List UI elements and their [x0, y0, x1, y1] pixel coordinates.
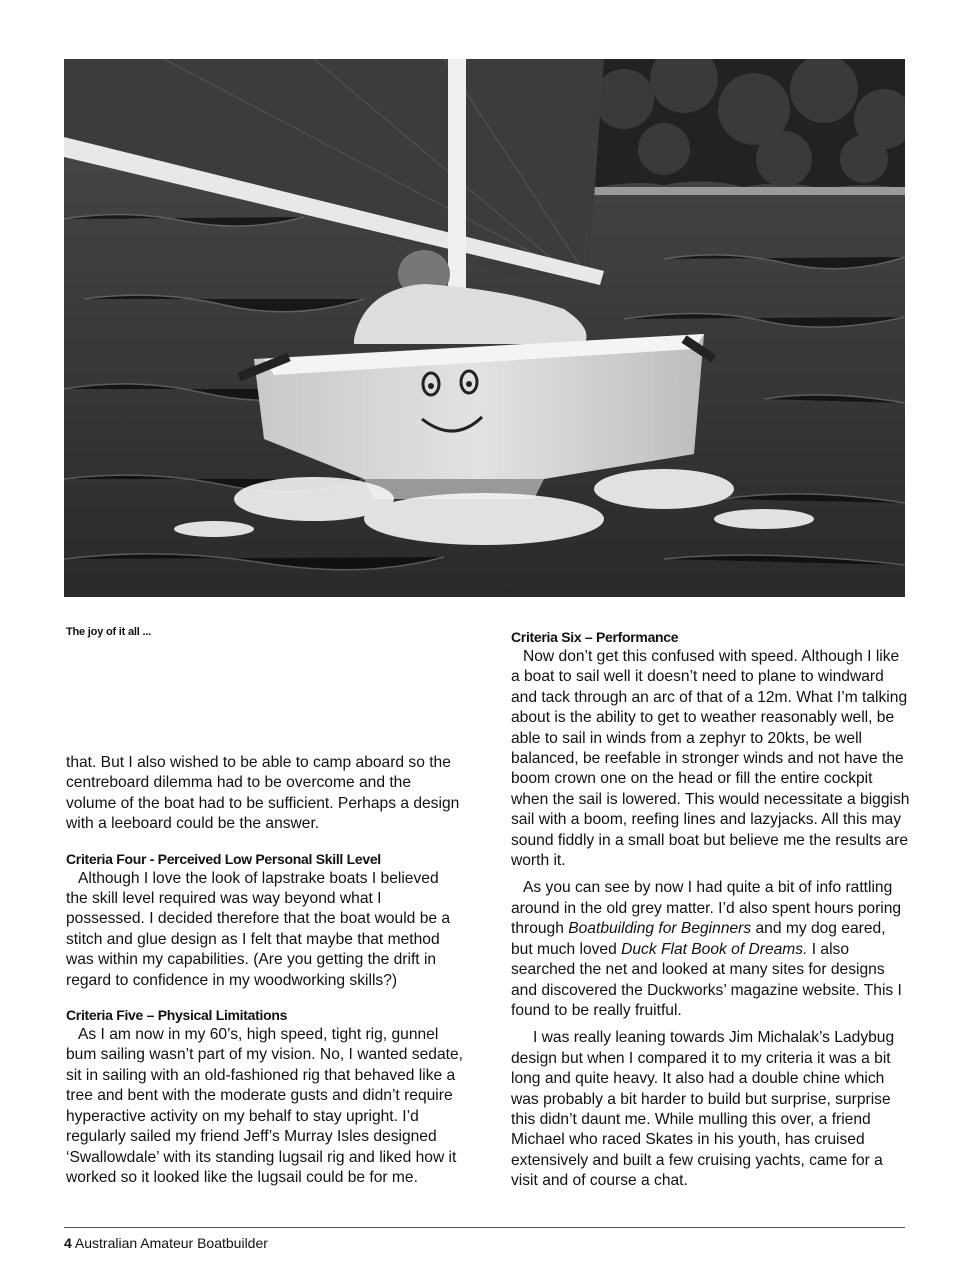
page-footer: [64, 1235, 268, 1251]
sailboat-illustration: [64, 59, 905, 597]
right-column: [511, 627, 911, 1192]
left-column: [66, 753, 464, 1188]
paragraph: Now don’t get this confused with speed. Although I like a boat to sail well it doesn’t need to plane to windward and tack through an arc of that of a 12m. What I’m talking about is the ability to get to weather reasonably well, be able to sail in winds from a zephyr to 20kts, be well balanced, be reefable in stronger winds and not have the boom crown one on the head or fill the entire cockpit when the sail is lowered. This would necessitate a biggish sail with a boom, reefing lines and lazyjacks. All this may sound fiddly in a small boat but believe me the results are worth it.: [511, 648, 910, 870]
section-heading: Criteria Six – Performance: [511, 629, 679, 645]
paragraph: As I am now in my 60’s, high speed, tight rig, gunnel bum sailing wasn’t part of my vision. No, I wanted sedate, sit in sailing with an old-fashioned rig that behaved like a tree and bent with the moderate gusts and didn’t require hyperactive activity on my behalf to stay upright. I’d regularly sailed my friend Jeff’s Murray Isles designed ‘Swallowdale’ with its standing lugsail rig and liked how it worked so it looked like the lugsail could be for me.: [66, 1026, 463, 1186]
sailing-photo: [64, 59, 905, 597]
paragraph: that. But I also wished to be able to camp aboard so the centreboard dilemma had to be overcome and the volume of the boat had to be sufficient. Perhaps a design with a leeboard could be the answer.: [66, 754, 460, 833]
section-heading: Criteria Four - Perceived Low Personal Skill Level: [66, 850, 381, 867]
book-title: Duck Flat Book of Dreams.: [621, 940, 808, 958]
paragraph: As you can see by now I had quite a bit of info rattling around in the old grey matter. I’d also spent hours poring through Boatbuilding for Beginners and my dog eared, but much loved Duck Flat Book of Dreams. I also searched the net and looked at many sites for designs and discovered the Duckworks’ magazine website. This I found to be really fruitful.: [511, 879, 902, 1019]
book-title: Boatbuilding for Beginners: [568, 920, 752, 938]
photo-caption: The joy of it all ...: [66, 626, 152, 638]
page-number: 4: [64, 1235, 72, 1251]
paragraph: Although I love the look of lapstrake boats I believed the skill level required was way beyond what I possessed. I decided therefore that the boat would be a stitch and glue design as I felt that maybe that method was within my capabilities. (Are you getting the drift in regard to confidence in my woodworking skills?): [66, 869, 451, 989]
publication-name: Australian Amateur Boatbuilder: [74, 1235, 268, 1251]
footer-divider: [64, 1227, 905, 1228]
section-heading: Criteria Five – Physical Limitations: [66, 1007, 288, 1024]
paragraph: I was really leaning towards Jim Michalak’s Ladybug design but when I compared it to my criteria it was a bit long and quite heavy. It also had a double chine which was probably a bit harder to build but surprise, surprise this didn’t daunt me. While mulling this over, a friend Michael who raced Skates in his youth, has cruised extensively and built a few cruising yachts, came for a visit and of course a chat.: [511, 1029, 895, 1190]
